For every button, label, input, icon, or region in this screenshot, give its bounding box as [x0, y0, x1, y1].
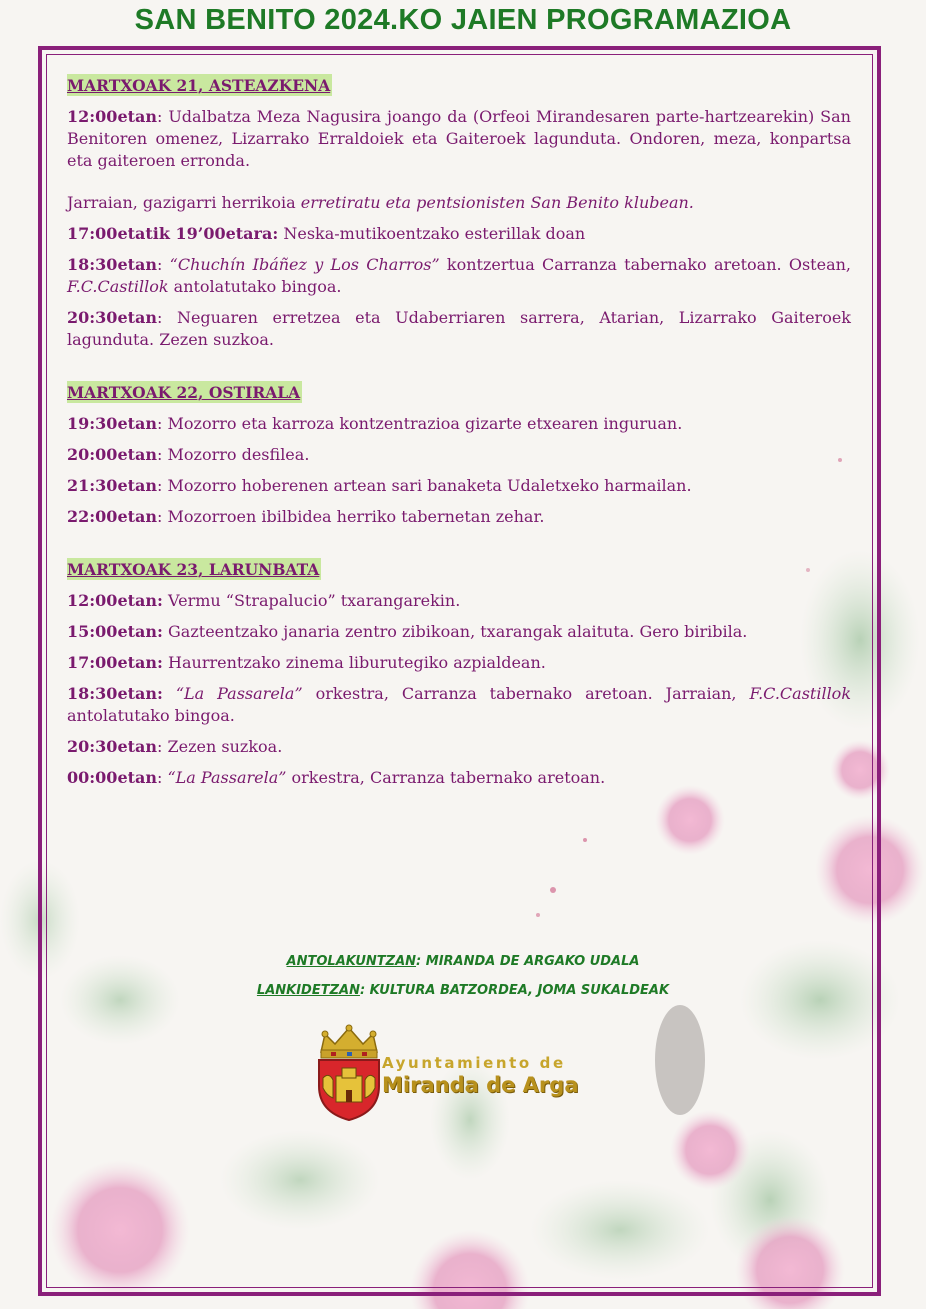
program-entry	[67, 652, 851, 674]
entry-text: Zezen suzkoa.	[167, 737, 283, 756]
program-entry	[67, 590, 851, 612]
entry-italic: “Chuchín Ibáñez y Los Charros”	[169, 255, 440, 274]
entry-time: 00:00etan	[67, 768, 158, 787]
entry-text: Neguaren erretzea eta Udaberriaren sarrera, Atarian, Lizarrako Gaiteroek lagunduta. Zezen suzkoa.	[67, 308, 851, 349]
entry-time: 12:00etan	[67, 107, 158, 126]
entry-time: 15:00etan:	[67, 622, 163, 641]
entry-time: 12:00etan:	[67, 591, 163, 610]
entry-time: 22:00etan	[67, 507, 158, 526]
town-logo	[382, 1054, 579, 1098]
program-entry: 21:30etan: Mozorro hoberenen artean sari banaketa Udaletxeko harmailan.	[67, 476, 692, 495]
entry-text: antolatutako bingoa.	[168, 277, 342, 296]
program-entry: 19:30etan: Mozorro eta karroza kontzentrazioa gizarte etxearen inguruan.	[67, 414, 683, 433]
collaborator-label: LANKIDETZAN	[256, 983, 360, 998]
program-entry	[67, 192, 851, 214]
day-section	[67, 558, 851, 789]
entry-time: 20:30etan	[67, 737, 158, 756]
entry-italic: F.C.Castillok	[749, 684, 852, 703]
program-entry: 12:00etan: Udalbatza Meza Nagusira joango da (Orfeoi Mirandesaren parte-hartzearekin) San Benitoren omenez, Lizarrako Erraldoiek eta Gaiteroek lagunduta. Ondoren, meza, konpartsa eta gaiteroen erronda.	[67, 107, 851, 170]
page-title: SAN BENITO 2024.KO JAIEN PROGRAMAZIOA	[134, 4, 792, 36]
program-entry: 20:30etan: Neguaren erretzea eta Udaberriaren sarrera, Atarian, Lizarrako Gaiteroek lagunduta. Zezen suzkoa.	[67, 308, 851, 349]
entry-italic: erretiratu eta pentsionisten San Benito klubean.	[300, 193, 694, 212]
day-heading: MARTXOAK 23, LARUNBATA	[67, 560, 320, 579]
day-section	[67, 74, 851, 351]
program-entry	[67, 621, 851, 643]
entry-text: Neska-mutikoentzako esterillak doan	[283, 224, 586, 243]
entry-time: 17:00etan:	[67, 653, 163, 672]
entry-text: Vermu “Strapalucio” txarangarekin.	[168, 591, 461, 610]
logo-line2: Miranda de Arga	[382, 1073, 579, 1097]
entry-text: Gazteentzako janaria zentro zibikoan, txarangak alaituta. Gero biribila.	[168, 622, 748, 641]
entry-text: Haurrentzako zinema liburutegiko azpialdean.	[168, 653, 546, 672]
entry-time: 18:30etan:	[67, 684, 163, 703]
entry-text: orkestra, Carranza tabernako aretoan. Jarraian,	[302, 684, 750, 703]
entry-time: 17:00etatik 19’00etara:	[67, 224, 279, 243]
entry-text: Mozorro eta karroza kontzentrazioa gizarte etxearen inguruan.	[167, 414, 683, 433]
entry-text: kontzertua Carranza tabernako aretoan. Ostean,	[439, 255, 852, 274]
entry-text: Udalbatza Meza Nagusira joango da (Orfeoi Mirandesaren parte-hartzearekin) San Benitoren omenez, Lizarrako Erraldoiek eta Gaiteroek lagunduta. Ondoren, meza, konpartsa eta gaiteroen erronda.	[67, 107, 851, 170]
entry-italic: “La Passarela”	[167, 768, 287, 787]
entry-time: 18:30etan	[67, 255, 158, 274]
entry-text: Mozorro hoberenen artean sari banaketa Udaletxeko harmailan.	[167, 476, 692, 495]
program-content	[67, 74, 851, 789]
day-section	[67, 381, 851, 528]
entry-time: 20:00etan	[67, 445, 158, 464]
program-entry: 00:00etan: “La Passarela” orkestra, Carranza tabernako aretoan.	[67, 768, 606, 787]
entry-time: 21:30etan	[67, 476, 158, 495]
entry-text: Mozorro desfilea.	[167, 445, 310, 464]
logo-line1: Ayuntamiento de	[382, 1054, 566, 1072]
organizer-value: : MIRANDA DE ARGAKO UDALA	[416, 954, 640, 969]
program-entry: 18:30etan: “Chuchín Ibáñez y Los Charros” kontzertua Carranza tabernako aretoan. Ostean, F.C.Castillok antolatutako bingoa.	[67, 255, 852, 296]
day-heading: MARTXOAK 21, ASTEAZKENA	[67, 76, 331, 95]
day-heading: MARTXOAK 22, OSTIRALA	[67, 383, 301, 402]
program-entry	[67, 223, 851, 245]
collaborator-value: : KULTURA BATZORDEA, JOMA SUKALDEAK	[359, 983, 670, 998]
entry-text: Jarraian, gazigarri herrikoia	[67, 193, 301, 212]
collaborator-credit	[0, 983, 926, 998]
organizer-credit	[0, 954, 926, 969]
entry-italic: “La Passarela”	[175, 684, 303, 703]
entry-text: antolatutako bingoa.	[67, 706, 235, 725]
program-entry: 20:00etan: Mozorro desfilea.	[67, 445, 310, 464]
entry-time: 20:30etan	[67, 308, 158, 327]
program-entry: 20:30etan: Zezen suzkoa.	[67, 737, 283, 756]
entry-time: 19:30etan	[67, 414, 158, 433]
entry-text: orkestra, Carranza tabernako aretoan.	[286, 768, 606, 787]
program-entry: 22:00etan: Mozorroen ibilbidea herriko tabernetan zehar.	[67, 507, 545, 526]
organizer-label: ANTOLAKUNTZAN	[286, 954, 417, 969]
town-crest-icon	[311, 1024, 387, 1122]
entry-text: Mozorroen ibilbidea herriko tabernetan zehar.	[167, 507, 545, 526]
entry-italic: F.C.Castillok	[67, 277, 169, 296]
program-entry	[67, 683, 851, 727]
